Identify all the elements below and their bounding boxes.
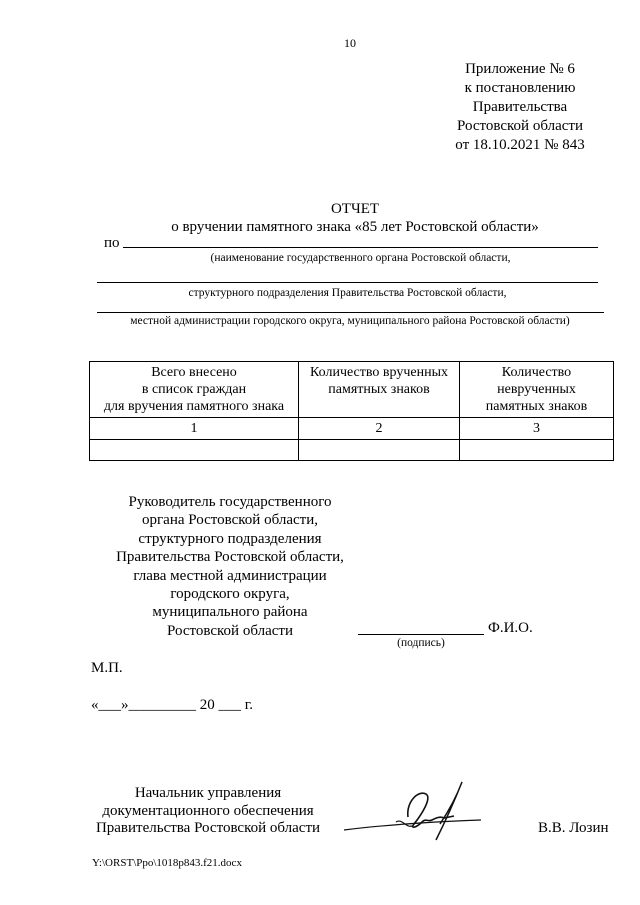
appendix-line: Правительства (472, 99, 568, 115)
po-label: по (104, 235, 120, 251)
page-number: 10 (344, 36, 356, 50)
appendix-line: к постановлению (464, 80, 576, 96)
report-table (89, 361, 614, 461)
footer-path: Y:\ORST\Ppo\1018p843.f21.docx (92, 857, 242, 869)
column-number: 2 (299, 418, 460, 440)
appendix-block (440, 60, 600, 155)
table-data-row (90, 440, 614, 461)
appendix-line: от 18.10.2021 № 843 (455, 137, 585, 153)
table-number-row (90, 418, 614, 440)
header-cell-awarded: Количество врученных памятных знаков (299, 362, 460, 418)
recipient-hint-2: структурного подразделения Правительства Ростовской области, (188, 287, 507, 299)
appendix-line: Ростовской области (457, 118, 583, 134)
signature-line (358, 634, 484, 635)
report-title (120, 200, 590, 236)
signature-hint: (подпись) (397, 637, 445, 649)
table-cell (90, 440, 299, 461)
recipient-hint-3: местной администрации городского округа, муниципального района Ростовской области) (130, 315, 570, 327)
recipient-line-3 (97, 312, 604, 313)
table-cell (460, 440, 614, 461)
report-subheading: о вручении памятного знака «85 лет Ростовской области» (171, 219, 539, 235)
date-line: «___»_________ 20 ___ г. (91, 697, 253, 713)
appendix-line: Приложение № 6 (465, 61, 575, 77)
report-heading: ОТЧЕТ (330, 201, 380, 217)
approver-name: В.В. Лозин (538, 820, 609, 836)
header-cell-total: Всего внесено в список граждан для вручения памятного знака (90, 362, 299, 418)
header-cell-not-awarded: Количество неврученных памятных знаков (460, 362, 614, 418)
fio-label: Ф.И.О. (488, 620, 533, 636)
table-cell (299, 440, 460, 461)
table-header-row (90, 362, 614, 418)
column-number: 1 (90, 418, 299, 440)
recipient-hint-1: (наименование государственного органа Ростовской области, (210, 252, 511, 264)
recipient-line-1 (123, 247, 598, 248)
stamp-label: М.П. (91, 660, 123, 676)
approver-position: Начальник управления документационного обеспечения Правительства Ростовской области (95, 785, 321, 836)
signatory-position: Руководитель государственного органа Ростовской области, структурного подразделения Правительства Ростовской области, глава местной администрации городского округа, муниципального района Ростовской области (116, 494, 344, 639)
column-number: 3 (460, 418, 614, 440)
recipient-line-2 (97, 282, 598, 283)
handwritten-signature (336, 772, 486, 852)
